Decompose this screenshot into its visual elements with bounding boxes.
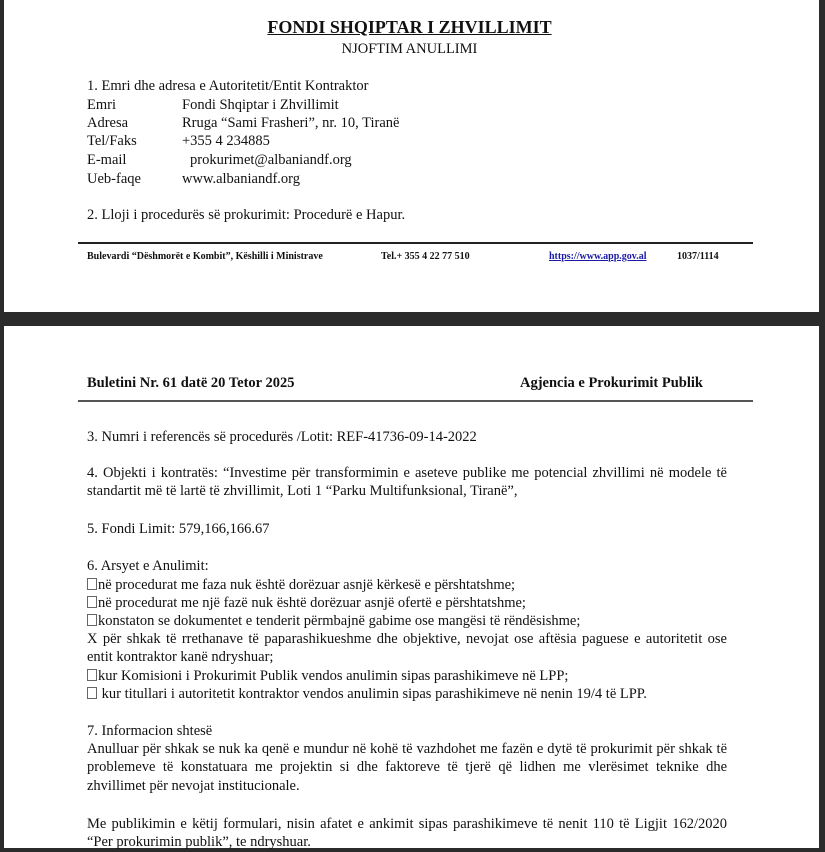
footer-phone: Tel.+ 355 4 22 77 510 xyxy=(381,251,470,262)
field-label-website: Ueb-faqe xyxy=(87,171,141,187)
footer-divider xyxy=(78,242,753,244)
header-divider xyxy=(78,400,753,402)
section-7-heading: 7. Informacion shtesë xyxy=(87,723,213,739)
checkbox-icon xyxy=(87,578,97,590)
document-page-1 xyxy=(4,0,819,312)
field-value-address: Rruga “Sami Frasheri”, nr. 10, Tiranë xyxy=(182,115,400,131)
field-label-address: Adresa xyxy=(87,115,129,131)
final-notice-text: Me publikimin e këtij formulari, nisin afatet e ankimit sipas parashikimeve të nenit 110 të Ligjit 162/2020 “Per prokurimin publik”, te ndryshuar. xyxy=(87,816,727,851)
section-3-reference: 3. Numri i referencës së procedurës /Lotit: REF-41736-09-14-2022 xyxy=(87,429,477,445)
checkbox-icon xyxy=(87,596,97,608)
field-value-name: Fondi Shqiptar i Zhvillimit xyxy=(182,97,339,113)
footer-address: Bulevardi “Dëshmorët e Kombit”, Këshilli i Ministrave xyxy=(87,251,323,262)
section-5-limit-fund: 5. Fondi Limit: 579,166,166.67 xyxy=(87,521,270,537)
reason-item: kur titullari i autoritetit kontraktor vendos anulimin sipas parashikimeve në nenin 19/4 të LPP. xyxy=(87,685,727,703)
section-6-heading: 6. Arsyet e Anulimit: xyxy=(87,558,209,574)
field-label-name: Emri xyxy=(87,97,116,113)
section-1-heading: 1. Emri dhe adresa e Autoritetit/Entit Kontraktor xyxy=(87,78,369,94)
reason-item: konstaton se dokumentet e tenderit përmbajnë gabime ose mangësi të rëndësishme; xyxy=(87,612,727,630)
checkbox-icon xyxy=(87,614,97,626)
agency-header: Agjencia e Prokurimit Publik xyxy=(520,375,703,391)
reason-selected: X për shkak të rrethanave të paparashikueshme dhe objektive, nevojat ose aftësia paguese e autoritetit ose entit kontraktor kanë ndryshuar; xyxy=(87,631,727,666)
field-value-website: www.albaniandf.org xyxy=(182,171,300,187)
field-value-email: prokurimet@albaniandf.org xyxy=(190,152,352,168)
bulletin-header: Buletini Nr. 61 datë 20 Tetor 2025 xyxy=(87,375,295,391)
field-label-email: E-mail xyxy=(87,152,127,168)
checkbox-icon xyxy=(87,669,97,681)
reason-item: në procedurat me një fazë nuk është dorëzuar asnjë ofertë e përshtatshme; xyxy=(87,594,727,612)
section-2-procedure-type: 2. Lloji i procedurës së prokurimit: Procedurë e Hapur. xyxy=(87,207,406,223)
section-7-text: Anulluar për shkak se nuk ka qenë e mundur në kohë të vazhdohet me fazën e dytë të prokurimit për shkak të problemeve të konstatuara me projektin si dhe faktoreve të tjerë që lidhen me vlerësimet teknike dhe zhvillimet për nevojat institucionale. xyxy=(87,741,727,794)
reason-item: në procedurat me faza nuk është dorëzuar asnjë kërkesë e përshtatshme; xyxy=(87,576,727,594)
field-value-phone: +355 4 234885 xyxy=(182,133,270,149)
checkbox-icon xyxy=(87,687,97,699)
footer-website-link[interactable]: https://www.app.gov.al xyxy=(549,251,647,262)
reason-item: kur Komisioni i Prokurimit Publik vendos anulimin sipas parashikimeve në LPP; xyxy=(87,667,727,685)
document-subtitle: NJOFTIM ANULLIMI xyxy=(341,41,478,57)
footer-page-number: 1037/1114 xyxy=(677,251,719,262)
field-label-phone: Tel/Faks xyxy=(87,133,137,149)
document-title: FONDI SHQIPTAR I ZHVILLIMIT xyxy=(267,17,552,37)
section-4-contract-object: 4. Objekti i kontratës: “Investime për transformimin e aseteve publike me potencial zhvillimi në modele të standartit më të lartë të zhvillimit, Loti 1 “Parku Multifunksional, Tiranë”, xyxy=(87,465,727,500)
footer-link-wrapper xyxy=(549,251,647,262)
document-page-2 xyxy=(4,326,819,851)
